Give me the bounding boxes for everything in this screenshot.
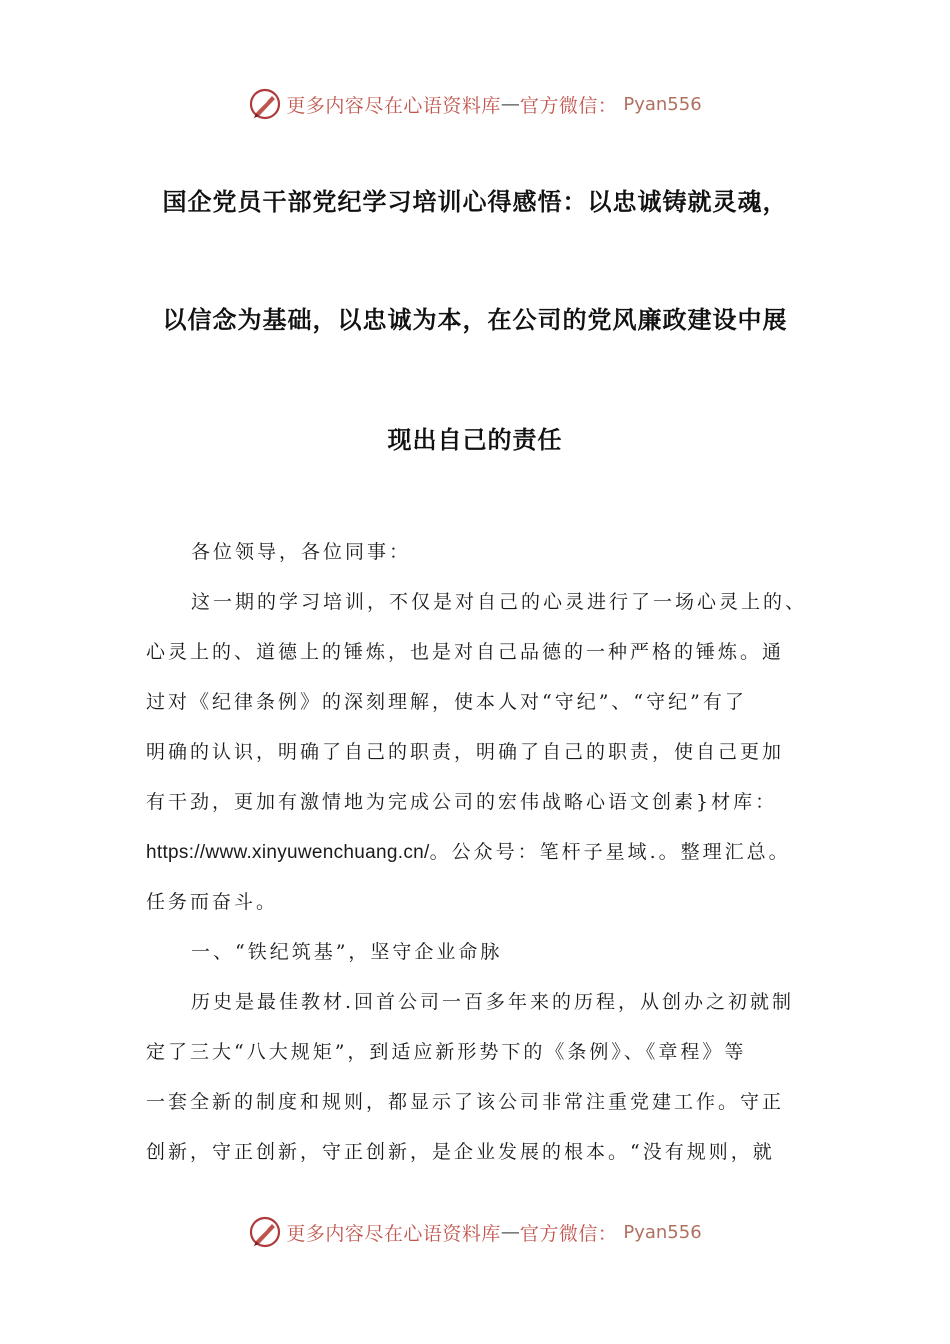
section-heading-1: 一、“铁纪筑基”，坚守企业命脉	[191, 941, 503, 963]
pen-logo-icon	[248, 87, 282, 121]
paragraph-1-line-7: 任务而奋斗。	[146, 891, 279, 913]
paragraph-1-line-6	[146, 838, 791, 867]
banner-contact: Pyan556	[623, 93, 702, 115]
website-link[interactable]: https://www.xinyuwenchuang.cn/	[146, 842, 430, 863]
banner-official: 官方微信：	[519, 94, 618, 117]
paragraph-2-line-2: 定了三大“八大规矩”，到适应新形势下的《条例》、《章程》等	[146, 1041, 747, 1063]
paragraph-1-line-6-rest: 。公众号：笔杆子星域.。整理汇总。	[429, 841, 791, 863]
paragraph-1-line-1: 这一期的学习培训，不仅是对自己的心灵进行了一场心灵上的、	[191, 591, 808, 613]
paragraph-2-line-4: 创新，守正创新，守正创新，是企业发展的根本。“没有规则，就	[146, 1141, 775, 1163]
greeting: 各位领导，各位同事：	[191, 541, 412, 563]
paragraph-2-line-3: 一套全新的制度和规则，都显示了该公司非常注重党建工作。守正	[146, 1091, 785, 1113]
paragraph-1-line-4: 明确的认识，明确了自己的职责，明确了自己的职责，使自己更加	[146, 741, 785, 763]
banner-separator: —	[500, 1221, 520, 1243]
paragraph-1-line-5: 有干劲，更加有激情地为完成公司的宏伟战略心语文创素}材库：	[146, 791, 778, 813]
banner-text: 更多内容尽在心语资料库	[286, 1222, 501, 1245]
title-line-2: 以信念为基础，以忠诚为本，在公司的党风廉政建设中展	[162, 306, 788, 334]
pen-logo-icon	[248, 1215, 282, 1249]
banner-official: 官方微信：	[519, 1222, 618, 1245]
paragraph-1-line-3: 过对《纪律条例》的深刻理解，使本人对“守纪”、“守纪”有了	[146, 691, 747, 713]
header-banner	[0, 84, 950, 124]
title-line-1: 国企党员干部党纪学习培训心得感悟：以忠诚铸就灵魂，	[162, 188, 788, 216]
banner-contact: Pyan556	[623, 1221, 702, 1243]
banner-text: 更多内容尽在心语资料库	[286, 94, 501, 117]
paragraph-2-line-1: 历史是最佳教材.回首公司一百多年来的历程，从创办之初就制	[191, 991, 795, 1013]
paragraph-1-line-2: 心灵上的、道德上的锤炼，也是对自己品德的一种严格的锤炼。通	[146, 641, 785, 663]
title-line-3: 现出自己的责任	[387, 426, 563, 454]
footer-banner	[0, 1212, 950, 1252]
banner-separator: —	[500, 93, 520, 115]
